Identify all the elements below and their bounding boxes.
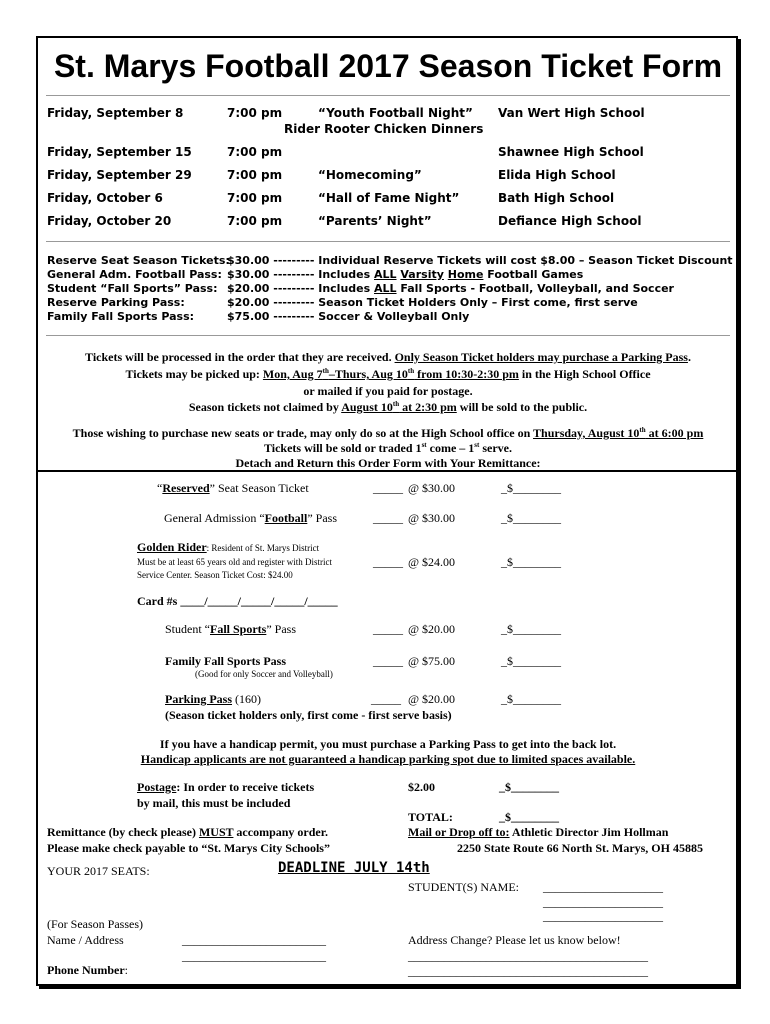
note-date: Thursday, August 10	[533, 426, 640, 440]
price-desc-underlined: ALL	[374, 282, 397, 295]
price-value: $20.00	[227, 282, 270, 295]
game-time: 7:00 pm	[227, 168, 283, 182]
price-desc-underlined: ALL	[374, 268, 397, 281]
label-text: General Admission “	[164, 511, 265, 525]
ticket-form	[36, 36, 738, 986]
form-title: St. Marys Football 2017 Season Ticket Form	[53, 48, 723, 84]
price-value: $30.00	[227, 268, 270, 281]
divider	[46, 335, 730, 336]
note-line	[38, 367, 738, 382]
price-label: Family Fall Sports Pass:	[47, 310, 195, 323]
divider	[46, 95, 730, 96]
reserved-amount-field[interactable]: _$________	[501, 481, 561, 495]
unit-price: @ $24.00	[408, 555, 456, 569]
game-date: Friday, October 20	[47, 214, 172, 228]
parking-pass-note: (Season ticket holders only, first come - first serve basis)	[165, 708, 452, 722]
address-change-field[interactable]: ________________________________________	[408, 964, 648, 978]
student-qty-field[interactable]: _____	[373, 622, 403, 636]
game-date: Friday, September 29	[47, 168, 192, 182]
seats-label: YOUR 2017 SEATS:	[47, 864, 150, 878]
price-value: $20.00	[227, 296, 270, 309]
total-amount-field[interactable]: _$________	[499, 810, 559, 824]
general-qty-field[interactable]: _____	[373, 511, 403, 525]
family-pass-note: (Good for only Soccer and Volleyball)	[195, 669, 333, 679]
price-desc: Includes	[318, 282, 374, 295]
parking-qty-field[interactable]: _____	[371, 692, 401, 706]
superscript: th	[322, 367, 329, 375]
family-pass-label: Family Fall Sports Pass	[165, 654, 287, 668]
address-change-field[interactable]: ________________________________________	[408, 949, 648, 963]
price-desc: Season Ticket Holders Only – First come, first serve	[318, 296, 638, 309]
price-desc: Includes	[318, 268, 374, 281]
game-event: “Hall of Fame Night”	[318, 191, 460, 205]
unit-price: @ $20.00	[408, 622, 456, 636]
unit-price: @ $20.00	[408, 692, 456, 706]
label-emphasis: Fall Sports	[210, 622, 267, 636]
note-emphasis	[263, 367, 519, 381]
price-label: General Adm. Football Pass:	[47, 268, 222, 281]
label-text: accompany order.	[233, 825, 328, 839]
label-emphasis: Phone Number	[47, 963, 125, 977]
game-date: Friday, September 15	[47, 145, 192, 159]
general-amount-field[interactable]: _$________	[501, 511, 561, 525]
unit-price: @ $30.00	[408, 511, 456, 525]
superscript: st	[474, 441, 480, 449]
reserved-seat-label	[157, 481, 309, 496]
price-row	[227, 268, 583, 281]
label-emphasis: Golden Rider	[137, 540, 207, 554]
game-time: 7:00 pm	[227, 191, 283, 205]
parking-pass-label	[165, 692, 261, 707]
price-desc-underlined: Home	[447, 268, 484, 281]
note-time: at 2:30 pm	[399, 400, 457, 414]
game-time: 7:00 pm	[227, 145, 283, 159]
price-row	[227, 282, 674, 295]
game-date: Friday, October 6	[47, 191, 163, 205]
superscript: th	[392, 400, 400, 408]
postage-label	[137, 780, 314, 795]
season-passes-label: (For Season Passes)	[47, 917, 143, 931]
note-text: come – 1	[426, 441, 475, 455]
golden-rider-label	[137, 540, 319, 555]
label-text: :	[124, 963, 129, 977]
label-emphasis: Postage	[137, 780, 177, 794]
check-payable-note: Please make check payable to “St. Marys City Schools”	[47, 841, 330, 855]
price-desc: Football Games	[483, 268, 584, 281]
game-opponent: Shawnee High School	[498, 145, 644, 159]
price-row	[227, 254, 733, 267]
game-opponent: Van Wert High School	[498, 106, 645, 120]
superscript: st	[421, 441, 427, 449]
note-date: –Thurs, Aug 10	[328, 367, 408, 381]
note-time: from 10:30-2:30 pm	[414, 367, 519, 381]
family-qty-field[interactable]: _____	[373, 654, 403, 668]
remittance-note	[47, 825, 328, 840]
unit-price: @ $30.00	[408, 481, 456, 495]
label-emphasis: Reserved	[162, 481, 210, 495]
note-text: serve.	[479, 441, 512, 455]
price-value: $75.00	[227, 310, 270, 323]
student-name-field[interactable]: ____________________	[543, 909, 663, 923]
price-label: Reserve Parking Pass:	[47, 296, 185, 309]
note-text: Tickets may be picked up:	[125, 367, 263, 381]
price-label: Reserve Seat Season Tickets:	[47, 254, 230, 267]
game-opponent: Defiance High School	[498, 214, 642, 228]
price-value: $30.00	[227, 254, 270, 267]
note-emphasis	[533, 426, 703, 440]
address-change-label: Address Change? Please let us know below!	[408, 933, 621, 947]
price-desc: Soccer & Volleyball Only	[318, 310, 470, 323]
game-date: Friday, September 8	[47, 106, 184, 120]
game-event: “Youth Football Night”	[318, 106, 473, 120]
golden-amount-field[interactable]: _$________	[501, 555, 561, 569]
note-text: in the High School Office	[518, 367, 651, 381]
price-desc: Individual Reserve Tickets will cost $8.00 – Season Ticket Discount	[318, 254, 733, 267]
game-event: “Homecoming”	[318, 168, 422, 182]
card-numbers-field[interactable]: Card #s ____/_____/_____/_____/_____	[137, 594, 338, 608]
student-name-field[interactable]: ____________________	[543, 895, 663, 909]
student-name-field[interactable]: ____________________	[543, 880, 663, 894]
label-emphasis: Football	[264, 511, 308, 525]
label-text: ” Seat Season Ticket	[209, 481, 309, 495]
label-text: Student “	[165, 622, 210, 636]
postage-price: $2.00	[408, 780, 435, 794]
note-text: Season tickets not claimed by	[188, 400, 342, 414]
note-text: .	[687, 350, 691, 364]
label-text: “	[157, 481, 163, 495]
label-emphasis: Mail or Drop off to:	[408, 825, 510, 839]
label-emphasis: Parking Pass	[165, 692, 233, 706]
general-admission-label	[164, 511, 337, 526]
superscript: th	[639, 426, 646, 434]
note-line	[38, 400, 738, 415]
total-label: TOTAL:	[408, 810, 453, 824]
label-text: ” Pass	[266, 622, 297, 636]
golden-rider-note: Must be at least 65 years old and register with District	[137, 557, 332, 567]
name-address-label: Name / Address	[47, 933, 124, 947]
note-text: Those wishing to purchase new seats or trade, may only do so at the High School office on	[72, 426, 534, 440]
parking-amount-field[interactable]: _$________	[501, 692, 561, 706]
golden-qty-field[interactable]: _____	[373, 555, 403, 569]
note-text: Tickets will be processed in the order that they are received.	[85, 350, 395, 364]
label-text: : In order to receive tickets	[176, 780, 315, 794]
price-dashes: ---------	[273, 268, 315, 281]
note-line	[38, 441, 738, 456]
label-emphasis: MUST	[198, 825, 234, 839]
mail-to	[408, 825, 668, 840]
unit-price: @ $75.00	[408, 654, 456, 668]
label-text: : Resident of St. Marys District	[206, 543, 320, 553]
detach-instruction: Detach and Return this Order Form with Your Remittance:	[235, 456, 541, 470]
divider	[46, 241, 730, 242]
price-desc: Fall Sports - Football, Volleyball, and Soccer	[396, 282, 674, 295]
game-time: 7:00 pm	[227, 214, 283, 228]
superscript: th	[407, 367, 415, 375]
note-line	[38, 350, 738, 365]
postage-amount-field[interactable]: _$________	[499, 780, 559, 794]
note-line: or mailed if you paid for postage.	[303, 384, 473, 398]
label-text: (160)	[232, 692, 262, 706]
price-row	[227, 296, 638, 309]
price-dashes: ---------	[273, 310, 315, 323]
student-pass-label	[165, 622, 296, 637]
price-dashes: ---------	[273, 282, 315, 295]
price-dashes: ---------	[273, 296, 315, 309]
note-text: will be sold to the public.	[456, 400, 588, 414]
postage-note: by mail, this must be included	[137, 796, 291, 810]
price-dashes: ---------	[273, 254, 315, 267]
detach-line	[38, 470, 738, 472]
student-amount-field[interactable]: _$________	[501, 622, 561, 636]
game-opponent: Elida High School	[498, 168, 616, 182]
price-row	[227, 310, 469, 323]
family-amount-field[interactable]: _$________	[501, 654, 561, 668]
game-event: “Parents’ Night”	[318, 214, 432, 228]
reserved-qty-field[interactable]: _____	[373, 481, 403, 495]
note-date: August 10	[341, 400, 393, 414]
handicap-warning: Handicap applicants are not guaranteed a handicap parking spot due to limited spaces available.	[140, 752, 636, 766]
label-text: Remittance (by check please)	[47, 825, 199, 839]
note-text: Tickets will be sold or traded 1	[263, 441, 422, 455]
price-desc-underlined: Varsity	[400, 268, 444, 281]
golden-rider-note: Service Center. Season Ticket Cost: $24.00	[137, 570, 293, 580]
handicap-note: If you have a handicap permit, you must purchase a Parking Pass to get into the back lot.	[159, 737, 617, 751]
game-time: 7:00 pm	[227, 106, 283, 120]
note-emphasis	[341, 400, 457, 414]
name-address-field[interactable]: ________________________	[182, 949, 326, 963]
name-address-field[interactable]: ________________________	[182, 933, 326, 947]
note-date: Mon, Aug 7	[262, 367, 323, 381]
price-label: Student “Fall Sports” Pass:	[47, 282, 218, 295]
deadline: DEADLINE JULY 14th	[278, 860, 430, 876]
student-names-label: STUDENT(S) NAME:	[408, 880, 519, 894]
game-event-sub: Rider Rooter Chicken Dinners	[284, 122, 484, 136]
phone-label	[47, 963, 128, 978]
label-text: ” Pass	[307, 511, 337, 525]
mail-address: 2250 State Route 66 North St. Marys, OH 45885	[457, 841, 703, 855]
note-time: at 6:00 pm	[645, 426, 704, 440]
game-opponent: Bath High School	[498, 191, 615, 205]
note-line	[38, 426, 738, 441]
label-text: Athletic Director Jim Hollman	[509, 825, 669, 839]
note-emphasis: Only Season Ticket holders may purchase a Parking Pass	[394, 350, 688, 364]
